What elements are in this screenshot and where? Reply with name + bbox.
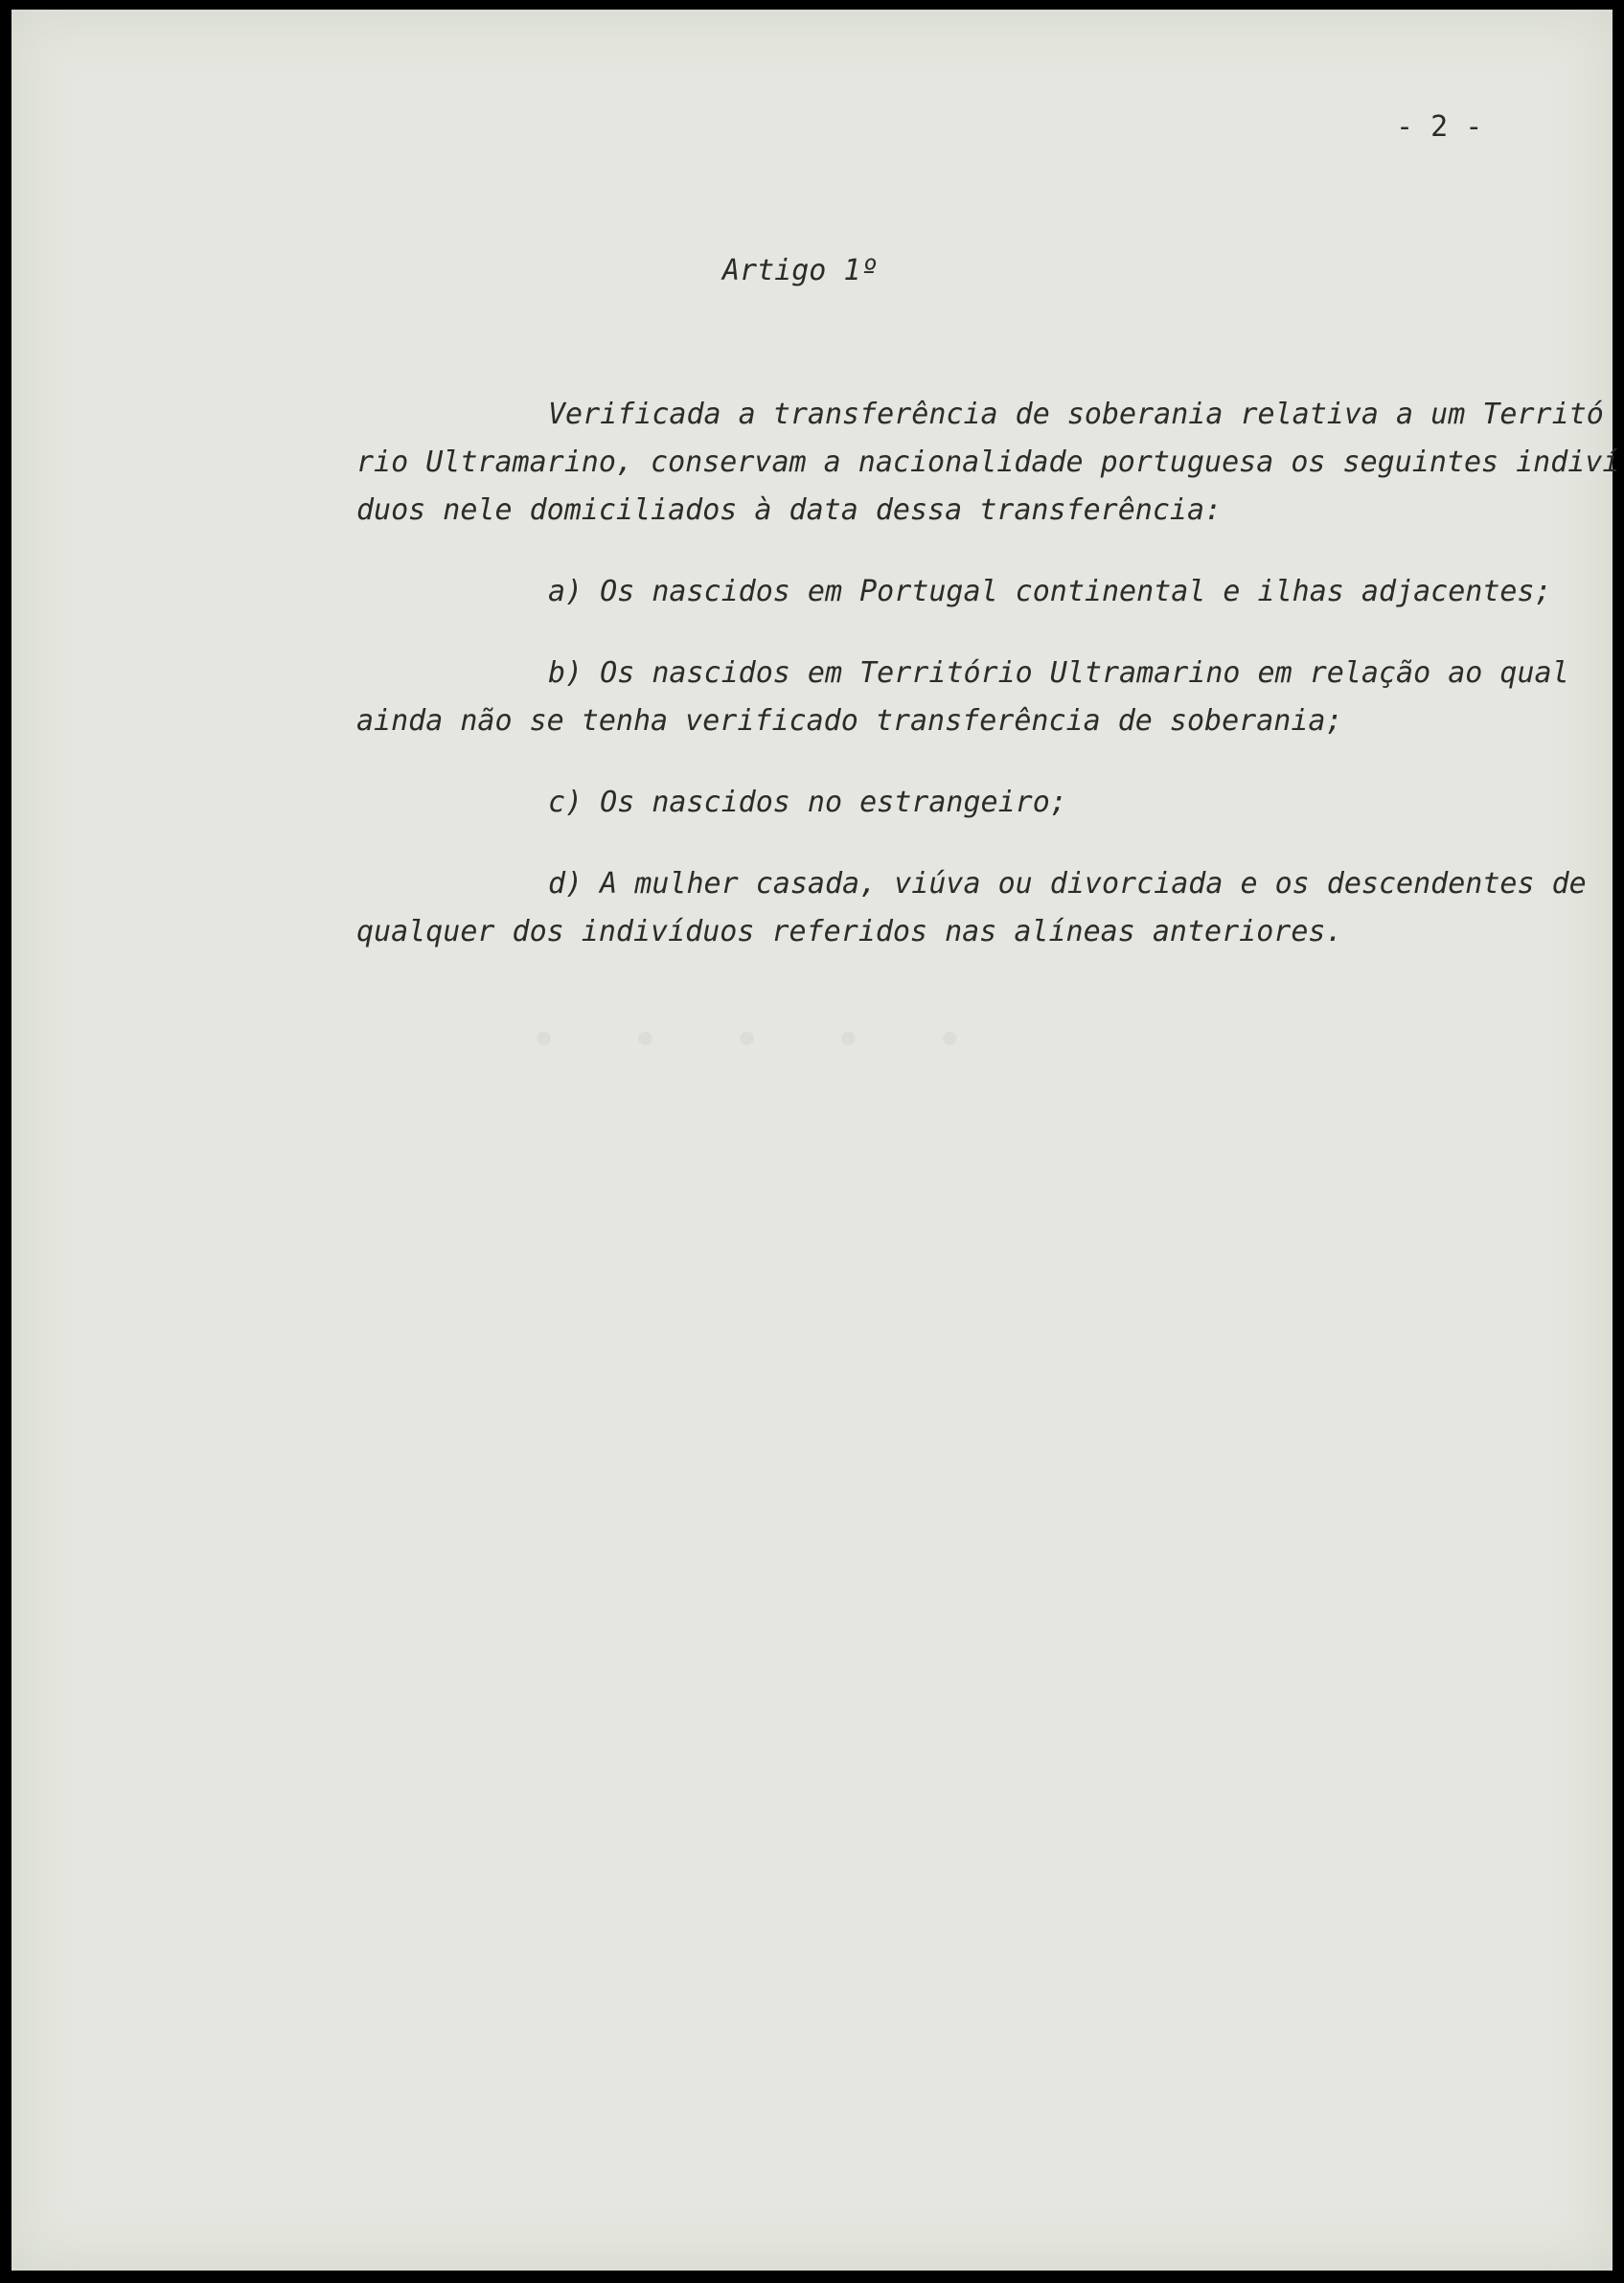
bleed-through-marks: · · · · · <box>510 977 967 1100</box>
paragraph-line: rio Ultramarino, conservam a nacionalidade portuguesa os seguintes indiví <box>356 445 1620 479</box>
document-page <box>11 10 1620 2271</box>
paragraph-line: duos nele domiciliados à data dessa transferência: <box>356 493 1223 527</box>
page-number: - 2 - <box>1396 110 1483 144</box>
list-item-c: c) Os nascidos no estrangeiro; <box>548 786 1067 819</box>
list-item-a: a) Os nascidos em Portugal continental e ilhas adjacentes; <box>548 575 1552 608</box>
list-item-d-cont: qualquer dos indivíduos referidos nas alíneas anteriores. <box>356 915 1343 948</box>
list-item-b-cont: ainda não se tenha verificado transferência de soberania; <box>356 704 1343 738</box>
article-heading: Artigo 1º <box>722 254 879 287</box>
paragraph-line: Verificada a transferência de soberania relativa a um Territó <box>548 398 1604 431</box>
list-item-d: d) A mulher casada, viúva ou divorciada e os descendentes de <box>548 867 1587 901</box>
list-item-b: b) Os nascidos em Território Ultramarino em relação ao qual <box>548 656 1569 690</box>
